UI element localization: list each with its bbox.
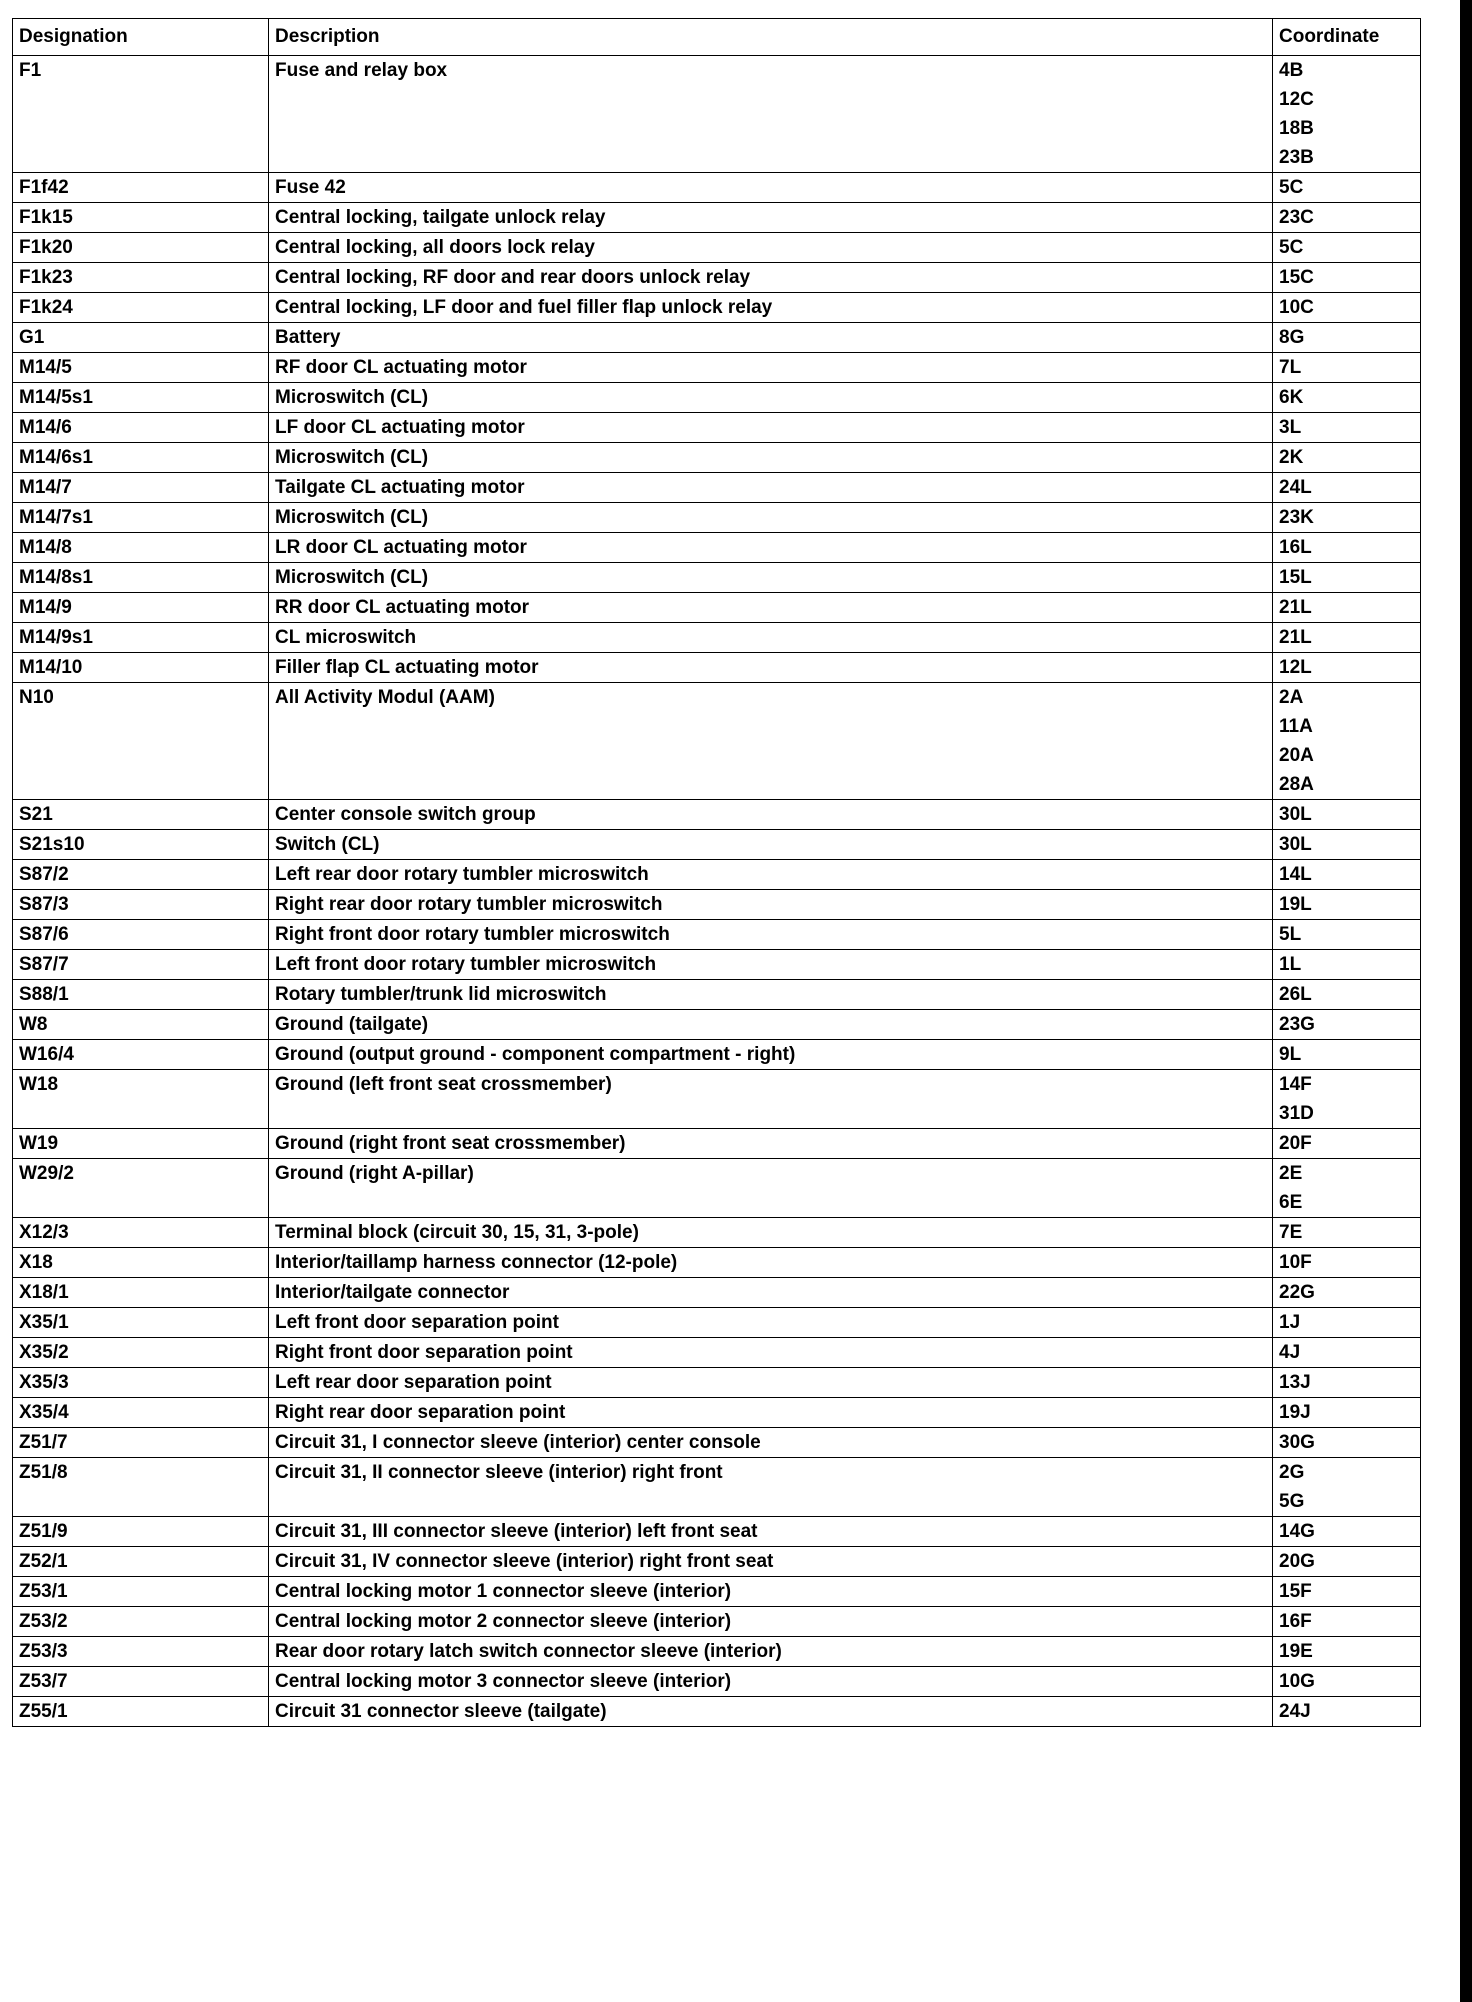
cell-designation: Z55/1 bbox=[13, 1697, 269, 1727]
coordinate-value: 1L bbox=[1279, 954, 1302, 975]
cell-designation: S88/1 bbox=[13, 980, 269, 1010]
coordinate-value: 10G bbox=[1279, 1671, 1315, 1692]
cell-description: Central locking motor 2 connector sleeve (interior) bbox=[269, 1607, 1273, 1637]
cell-coordinate bbox=[1273, 383, 1421, 413]
coordinate-value: 11A bbox=[1279, 716, 1313, 737]
cell-description: Right front door rotary tumbler microswitch bbox=[269, 920, 1273, 950]
coordinate-value: 24J bbox=[1279, 1701, 1311, 1722]
cell-coordinate bbox=[1273, 293, 1421, 323]
cell-description: Rear door rotary latch switch connector sleeve (interior) bbox=[269, 1637, 1273, 1667]
table-row bbox=[13, 383, 1421, 413]
cell-designation: Z52/1 bbox=[13, 1547, 269, 1577]
table-row bbox=[13, 203, 1421, 233]
cell-designation: X35/4 bbox=[13, 1398, 269, 1428]
table-row bbox=[13, 233, 1421, 263]
cell-description: Central locking motor 1 connector sleeve (interior) bbox=[269, 1577, 1273, 1607]
cell-designation: F1f42 bbox=[13, 173, 269, 203]
cell-designation: S87/6 bbox=[13, 920, 269, 950]
coordinate-value: 9L bbox=[1279, 1044, 1302, 1065]
header-coordinate: Coordinate bbox=[1273, 19, 1421, 56]
table-row bbox=[13, 1517, 1421, 1547]
cell-description: Tailgate CL actuating motor bbox=[269, 473, 1273, 503]
cell-description: Ground (right A-pillar) bbox=[269, 1159, 1273, 1218]
coordinate-value: 15F bbox=[1279, 1581, 1312, 1602]
cell-coordinate bbox=[1273, 173, 1421, 203]
cell-description: Fuse 42 bbox=[269, 173, 1273, 203]
coordinate-value: 16F bbox=[1279, 1611, 1312, 1632]
coordinate-value: 14L bbox=[1279, 864, 1312, 885]
cell-coordinate bbox=[1273, 653, 1421, 683]
cell-designation: S87/2 bbox=[13, 860, 269, 890]
cell-designation: F1 bbox=[13, 56, 269, 173]
coordinate-value: 30G bbox=[1279, 1432, 1315, 1453]
coordinate-value: 24L bbox=[1279, 477, 1312, 498]
cell-coordinate bbox=[1273, 323, 1421, 353]
coordinate-value: 1J bbox=[1279, 1312, 1301, 1333]
coordinate-value: 15L bbox=[1279, 567, 1312, 588]
coordinate-value: 23B bbox=[1279, 147, 1314, 168]
coordinate-value: 2E bbox=[1279, 1163, 1303, 1184]
cell-designation: M14/9 bbox=[13, 593, 269, 623]
table-row bbox=[13, 353, 1421, 383]
table-row bbox=[13, 593, 1421, 623]
cell-coordinate bbox=[1273, 1697, 1421, 1727]
cell-designation: S87/7 bbox=[13, 950, 269, 980]
coordinate-value: 22G bbox=[1279, 1282, 1315, 1303]
table-row bbox=[13, 533, 1421, 563]
coordinate-value: 14F bbox=[1279, 1074, 1312, 1095]
cell-designation: Z53/7 bbox=[13, 1667, 269, 1697]
cell-description: Battery bbox=[269, 323, 1273, 353]
cell-coordinate bbox=[1273, 1278, 1421, 1308]
cell-description: Circuit 31 connector sleeve (tailgate) bbox=[269, 1697, 1273, 1727]
cell-designation: M14/6 bbox=[13, 413, 269, 443]
cell-coordinate bbox=[1273, 1368, 1421, 1398]
cell-designation: M14/7 bbox=[13, 473, 269, 503]
cell-coordinate bbox=[1273, 1547, 1421, 1577]
coordinate-value: 6K bbox=[1279, 387, 1304, 408]
coordinate-value: 20F bbox=[1279, 1133, 1312, 1154]
cell-description: RR door CL actuating motor bbox=[269, 593, 1273, 623]
coordinate-value: 12C bbox=[1279, 89, 1314, 110]
cell-coordinate bbox=[1273, 1458, 1421, 1517]
cell-description: Interior/tailgate connector bbox=[269, 1278, 1273, 1308]
cell-coordinate bbox=[1273, 1248, 1421, 1278]
table-row bbox=[13, 1040, 1421, 1070]
cell-coordinate bbox=[1273, 1577, 1421, 1607]
cell-description: Left rear door rotary tumbler microswitch bbox=[269, 860, 1273, 890]
cell-description: Central locking, LF door and fuel filler flap unlock relay bbox=[269, 293, 1273, 323]
cell-designation: Z53/2 bbox=[13, 1607, 269, 1637]
cell-coordinate bbox=[1273, 563, 1421, 593]
cell-designation: F1k20 bbox=[13, 233, 269, 263]
table-row bbox=[13, 56, 1421, 173]
cell-description: Rotary tumbler/trunk lid microswitch bbox=[269, 980, 1273, 1010]
table-row bbox=[13, 980, 1421, 1010]
cell-designation: Z51/7 bbox=[13, 1428, 269, 1458]
coordinate-value: 30L bbox=[1279, 804, 1312, 825]
coordinate-value: 5C bbox=[1279, 177, 1304, 198]
table-row bbox=[13, 1278, 1421, 1308]
coordinate-value: 8G bbox=[1279, 327, 1305, 348]
cell-designation: M14/9s1 bbox=[13, 623, 269, 653]
table-row bbox=[13, 860, 1421, 890]
table-row bbox=[13, 443, 1421, 473]
cell-coordinate bbox=[1273, 830, 1421, 860]
cell-designation: M14/6s1 bbox=[13, 443, 269, 473]
coordinate-value: 19J bbox=[1279, 1402, 1311, 1423]
cell-description: Switch (CL) bbox=[269, 830, 1273, 860]
table-row bbox=[13, 1547, 1421, 1577]
coordinate-value: 20A bbox=[1279, 745, 1314, 766]
coordinate-value: 23K bbox=[1279, 507, 1314, 528]
table-row bbox=[13, 1129, 1421, 1159]
cell-description: Central locking, all doors lock relay bbox=[269, 233, 1273, 263]
cell-designation: X12/3 bbox=[13, 1218, 269, 1248]
cell-description: Right rear door rotary tumbler microswitch bbox=[269, 890, 1273, 920]
cell-description: Left front door separation point bbox=[269, 1308, 1273, 1338]
cell-coordinate bbox=[1273, 1040, 1421, 1070]
cell-description: Microswitch (CL) bbox=[269, 563, 1273, 593]
cell-description: Ground (left front seat crossmember) bbox=[269, 1070, 1273, 1129]
coordinate-value: 5C bbox=[1279, 237, 1304, 258]
cell-coordinate bbox=[1273, 1218, 1421, 1248]
table-row bbox=[13, 563, 1421, 593]
cell-designation: S21 bbox=[13, 800, 269, 830]
coordinate-value: 4J bbox=[1279, 1342, 1301, 1363]
cell-description: Ground (tailgate) bbox=[269, 1010, 1273, 1040]
cell-coordinate bbox=[1273, 890, 1421, 920]
cell-designation: Z53/3 bbox=[13, 1637, 269, 1667]
cell-description: Circuit 31, II connector sleeve (interior) right front bbox=[269, 1458, 1273, 1517]
cell-description: Central locking, RF door and rear doors unlock relay bbox=[269, 263, 1273, 293]
table-row bbox=[13, 950, 1421, 980]
cell-description: Ground (output ground - component compartment - right) bbox=[269, 1040, 1273, 1070]
cell-description: LR door CL actuating motor bbox=[269, 533, 1273, 563]
cell-description: Terminal block (circuit 30, 15, 31, 3-pole) bbox=[269, 1218, 1273, 1248]
table-row bbox=[13, 1667, 1421, 1697]
cell-designation: M14/7s1 bbox=[13, 503, 269, 533]
cell-description: Circuit 31, I connector sleeve (interior) center console bbox=[269, 1428, 1273, 1458]
coordinate-value: 21L bbox=[1279, 627, 1312, 648]
coordinate-value: 18B bbox=[1279, 118, 1314, 139]
cell-designation: M14/8 bbox=[13, 533, 269, 563]
cell-designation: X35/2 bbox=[13, 1338, 269, 1368]
coordinate-value: 10F bbox=[1279, 1252, 1312, 1273]
cell-designation: M14/8s1 bbox=[13, 563, 269, 593]
cell-designation: M14/10 bbox=[13, 653, 269, 683]
cell-designation: S87/3 bbox=[13, 890, 269, 920]
cell-description: Central locking motor 3 connector sleeve (interior) bbox=[269, 1667, 1273, 1697]
cell-coordinate bbox=[1273, 1637, 1421, 1667]
table-row bbox=[13, 830, 1421, 860]
cell-description: All Activity Modul (AAM) bbox=[269, 683, 1273, 800]
coordinate-value: 26L bbox=[1279, 984, 1312, 1005]
coordinate-value: 2K bbox=[1279, 447, 1304, 468]
coordinate-value: 4B bbox=[1279, 60, 1304, 81]
cell-coordinate bbox=[1273, 1338, 1421, 1368]
coordinate-value: 10C bbox=[1279, 297, 1314, 318]
table-row bbox=[13, 800, 1421, 830]
table-row bbox=[13, 623, 1421, 653]
table-row bbox=[13, 1577, 1421, 1607]
cell-coordinate bbox=[1273, 1428, 1421, 1458]
cell-designation: F1k24 bbox=[13, 293, 269, 323]
cell-description: Center console switch group bbox=[269, 800, 1273, 830]
cell-description: Ground (right front seat crossmember) bbox=[269, 1129, 1273, 1159]
cell-coordinate bbox=[1273, 1070, 1421, 1129]
cell-designation: Z51/8 bbox=[13, 1458, 269, 1517]
table-row bbox=[13, 1248, 1421, 1278]
cell-coordinate bbox=[1273, 443, 1421, 473]
table-row bbox=[13, 1697, 1421, 1727]
coordinate-value: 2G bbox=[1279, 1462, 1305, 1483]
cell-description: Microswitch (CL) bbox=[269, 443, 1273, 473]
coordinate-value: 7E bbox=[1279, 1222, 1303, 1243]
cell-designation: S21s10 bbox=[13, 830, 269, 860]
coordinate-value: 28A bbox=[1279, 774, 1314, 795]
cell-designation: Z51/9 bbox=[13, 1517, 269, 1547]
table-row bbox=[13, 1607, 1421, 1637]
cell-coordinate bbox=[1273, 1129, 1421, 1159]
cell-designation: X35/1 bbox=[13, 1308, 269, 1338]
table-row bbox=[13, 653, 1421, 683]
cell-designation: W16/4 bbox=[13, 1040, 269, 1070]
table-row bbox=[13, 1637, 1421, 1667]
coordinate-value: 5G bbox=[1279, 1491, 1305, 1512]
cell-coordinate bbox=[1273, 56, 1421, 173]
table-body bbox=[13, 56, 1421, 1727]
table-row bbox=[13, 1368, 1421, 1398]
table-row bbox=[13, 683, 1421, 800]
cell-designation: Z53/1 bbox=[13, 1577, 269, 1607]
cell-coordinate bbox=[1273, 860, 1421, 890]
cell-coordinate bbox=[1273, 503, 1421, 533]
table-row bbox=[13, 1070, 1421, 1129]
coordinate-value: 15C bbox=[1279, 267, 1314, 288]
table-row bbox=[13, 890, 1421, 920]
table-row bbox=[13, 1428, 1421, 1458]
cell-coordinate bbox=[1273, 980, 1421, 1010]
coordinate-value: 19E bbox=[1279, 1641, 1313, 1662]
cell-coordinate bbox=[1273, 1667, 1421, 1697]
coordinate-value: 16L bbox=[1279, 537, 1312, 558]
cell-designation: X18/1 bbox=[13, 1278, 269, 1308]
cell-description: Interior/taillamp harness connector (12-pole) bbox=[269, 1248, 1273, 1278]
cell-coordinate bbox=[1273, 203, 1421, 233]
cell-coordinate bbox=[1273, 263, 1421, 293]
cell-coordinate bbox=[1273, 533, 1421, 563]
table-row bbox=[13, 473, 1421, 503]
cell-coordinate bbox=[1273, 353, 1421, 383]
cell-designation: F1k15 bbox=[13, 203, 269, 233]
coordinate-value: 6E bbox=[1279, 1192, 1303, 1213]
cell-designation: N10 bbox=[13, 683, 269, 800]
cell-designation: M14/5s1 bbox=[13, 383, 269, 413]
cell-description: LF door CL actuating motor bbox=[269, 413, 1273, 443]
cell-designation: G1 bbox=[13, 323, 269, 353]
cell-coordinate bbox=[1273, 920, 1421, 950]
cell-description: Microswitch (CL) bbox=[269, 503, 1273, 533]
page-edge-bar bbox=[1460, 0, 1472, 2002]
cell-coordinate bbox=[1273, 1607, 1421, 1637]
coordinate-value: 13J bbox=[1279, 1372, 1311, 1393]
cell-coordinate bbox=[1273, 800, 1421, 830]
cell-coordinate bbox=[1273, 593, 1421, 623]
table-row bbox=[13, 323, 1421, 353]
coordinate-value: 31D bbox=[1279, 1103, 1314, 1124]
cell-coordinate bbox=[1273, 1010, 1421, 1040]
cell-coordinate bbox=[1273, 1398, 1421, 1428]
table-header-row bbox=[13, 19, 1421, 56]
table-row bbox=[13, 413, 1421, 443]
table-row bbox=[13, 1159, 1421, 1218]
cell-designation: W29/2 bbox=[13, 1159, 269, 1218]
table-row bbox=[13, 1218, 1421, 1248]
cell-description: Fuse and relay box bbox=[269, 56, 1273, 173]
coordinate-value: 21L bbox=[1279, 597, 1312, 618]
cell-description: Circuit 31, III connector sleeve (interior) left front seat bbox=[269, 1517, 1273, 1547]
table-row bbox=[13, 1458, 1421, 1517]
cell-designation: X18 bbox=[13, 1248, 269, 1278]
coordinate-value: 5L bbox=[1279, 924, 1302, 945]
cell-designation: F1k23 bbox=[13, 263, 269, 293]
cell-coordinate bbox=[1273, 683, 1421, 800]
table-row bbox=[13, 1398, 1421, 1428]
cell-description: Microswitch (CL) bbox=[269, 383, 1273, 413]
table-row bbox=[13, 1010, 1421, 1040]
cell-description: Filler flap CL actuating motor bbox=[269, 653, 1273, 683]
coordinate-value: 30L bbox=[1279, 834, 1312, 855]
coordinate-value: 3L bbox=[1279, 417, 1302, 438]
coordinate-value: 23G bbox=[1279, 1014, 1315, 1035]
cell-description: Right front door separation point bbox=[269, 1338, 1273, 1368]
table-row bbox=[13, 263, 1421, 293]
cell-coordinate bbox=[1273, 233, 1421, 263]
cell-designation: W19 bbox=[13, 1129, 269, 1159]
table-row bbox=[13, 920, 1421, 950]
cell-coordinate bbox=[1273, 1517, 1421, 1547]
table-row bbox=[13, 1308, 1421, 1338]
coordinate-value: 19L bbox=[1279, 894, 1312, 915]
table-row bbox=[13, 173, 1421, 203]
cell-description: Left rear door separation point bbox=[269, 1368, 1273, 1398]
coordinate-value: 23C bbox=[1279, 207, 1314, 228]
cell-description: CL microswitch bbox=[269, 623, 1273, 653]
cell-description: RF door CL actuating motor bbox=[269, 353, 1273, 383]
table-row bbox=[13, 293, 1421, 323]
cell-coordinate bbox=[1273, 1159, 1421, 1218]
cell-coordinate bbox=[1273, 473, 1421, 503]
cell-description: Right rear door separation point bbox=[269, 1398, 1273, 1428]
component-locator-table bbox=[12, 18, 1421, 1727]
cell-designation: W18 bbox=[13, 1070, 269, 1129]
cell-coordinate bbox=[1273, 413, 1421, 443]
cell-coordinate bbox=[1273, 950, 1421, 980]
coordinate-value: 7L bbox=[1279, 357, 1302, 378]
cell-description: Circuit 31, IV connector sleeve (interior) right front seat bbox=[269, 1547, 1273, 1577]
component-table-sheet bbox=[12, 18, 1420, 1727]
coordinate-value: 14G bbox=[1279, 1521, 1315, 1542]
cell-designation: W8 bbox=[13, 1010, 269, 1040]
cell-description: Central locking, tailgate unlock relay bbox=[269, 203, 1273, 233]
coordinate-value: 20G bbox=[1279, 1551, 1315, 1572]
table-row bbox=[13, 1338, 1421, 1368]
cell-coordinate bbox=[1273, 623, 1421, 653]
cell-description: Left front door rotary tumbler microswitch bbox=[269, 950, 1273, 980]
cell-coordinate bbox=[1273, 1308, 1421, 1338]
cell-designation: M14/5 bbox=[13, 353, 269, 383]
cell-designation: X35/3 bbox=[13, 1368, 269, 1398]
header-description: Description bbox=[269, 19, 1273, 56]
coordinate-value: 12L bbox=[1279, 657, 1312, 678]
header-designation: Designation bbox=[13, 19, 269, 56]
table-row bbox=[13, 503, 1421, 533]
coordinate-value: 2A bbox=[1279, 687, 1304, 708]
